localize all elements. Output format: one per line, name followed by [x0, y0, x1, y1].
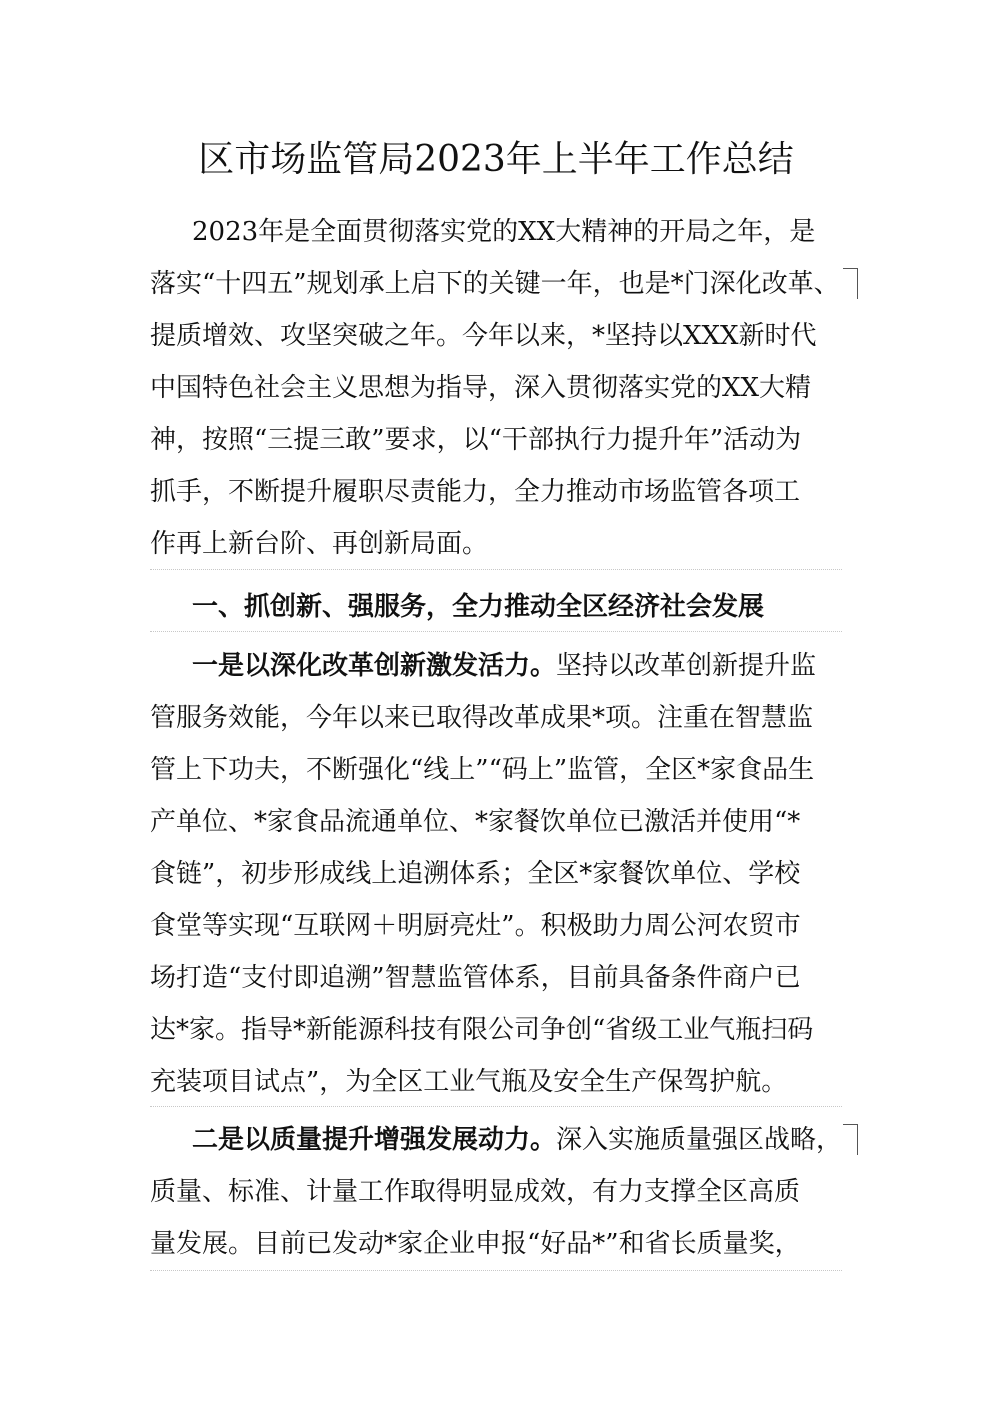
- intro-line: 中国特色社会主义思想为指导，深入贯彻落实党的XX大精: [150, 373, 812, 403]
- item-one-paragraph: [150, 640, 842, 1108]
- item-line: 质量、标准、计量工作取得明显成效，有力支撑全区高质: [150, 1177, 801, 1207]
- item-line: 管上下功夫，不断强化“线上”“码上”监管，全区*家食品生: [150, 755, 815, 785]
- document-title: 区市场监管局2023年上半年工作总结: [198, 139, 794, 180]
- item-line: 场打造“支付即追溯”智慧监管体系，目前具备条件商户已: [150, 963, 801, 993]
- intro-line: 神，按照“三提三敢”要求，以“干部执行力提升年”活动为: [150, 425, 802, 455]
- item-line: 管服务效能，今年以来已取得改革成果*项。注重在智慧监: [150, 703, 814, 733]
- item-line: 食堂等实现“互联网＋明厨亮灶”。积极助力周公河农贸市: [150, 911, 801, 941]
- item-two-paragraph: [150, 1114, 842, 1270]
- divider: [150, 1106, 842, 1107]
- item-lead: 一是以深化改革创新激发活力。: [192, 651, 557, 681]
- section-heading: 一、抓创新、强服务，全力推动全区经济社会发展: [192, 592, 765, 622]
- margin-marker: [843, 1124, 858, 1155]
- margin-marker: [843, 268, 858, 299]
- item-line: 产单位、*家食品流通单位、*家餐饮单位已激活并使用“*: [150, 807, 801, 837]
- divider: [150, 569, 842, 570]
- item-line: [150, 640, 842, 692]
- divider: [150, 1270, 842, 1271]
- intro-line: 抓手，不断提升履职尽责能力，全力推动市场监管各项工: [150, 477, 801, 507]
- item-line: 达*家。指导*新能源科技有限公司争创“省级工业气瓶扫码: [150, 1015, 814, 1045]
- item-line: [150, 1114, 842, 1166]
- item-text: 深入实施质量强区战略，: [556, 1125, 842, 1155]
- item-line: 量发展。目前已发动*家企业申报“好品*”和省长质量奖，: [150, 1229, 801, 1259]
- item-text: 坚持以改革创新提升监: [556, 651, 817, 681]
- item-line: 食链”，初步形成线上追溯体系；全区*家餐饮单位、学校: [150, 859, 801, 889]
- intro-line: 作再上新台阶、再创新局面。: [150, 529, 489, 559]
- intro-line: 落实“十四五”规划承上启下的关键一年，也是*门深化改革、: [150, 269, 840, 299]
- item-lead: 二是以质量提升增强发展动力。: [192, 1125, 557, 1155]
- divider: [150, 631, 842, 632]
- intro-paragraph: [150, 206, 842, 570]
- item-line: 充装项目试点”，为全区工业气瓶及安全生产保驾护航。: [150, 1067, 788, 1097]
- intro-line: 提质增效、攻坚突破之年。今年以来，*坚持以XXX新时代: [150, 321, 817, 351]
- intro-line: 2023年是全面贯彻落实党的XX大精神的开局之年，是: [192, 217, 816, 247]
